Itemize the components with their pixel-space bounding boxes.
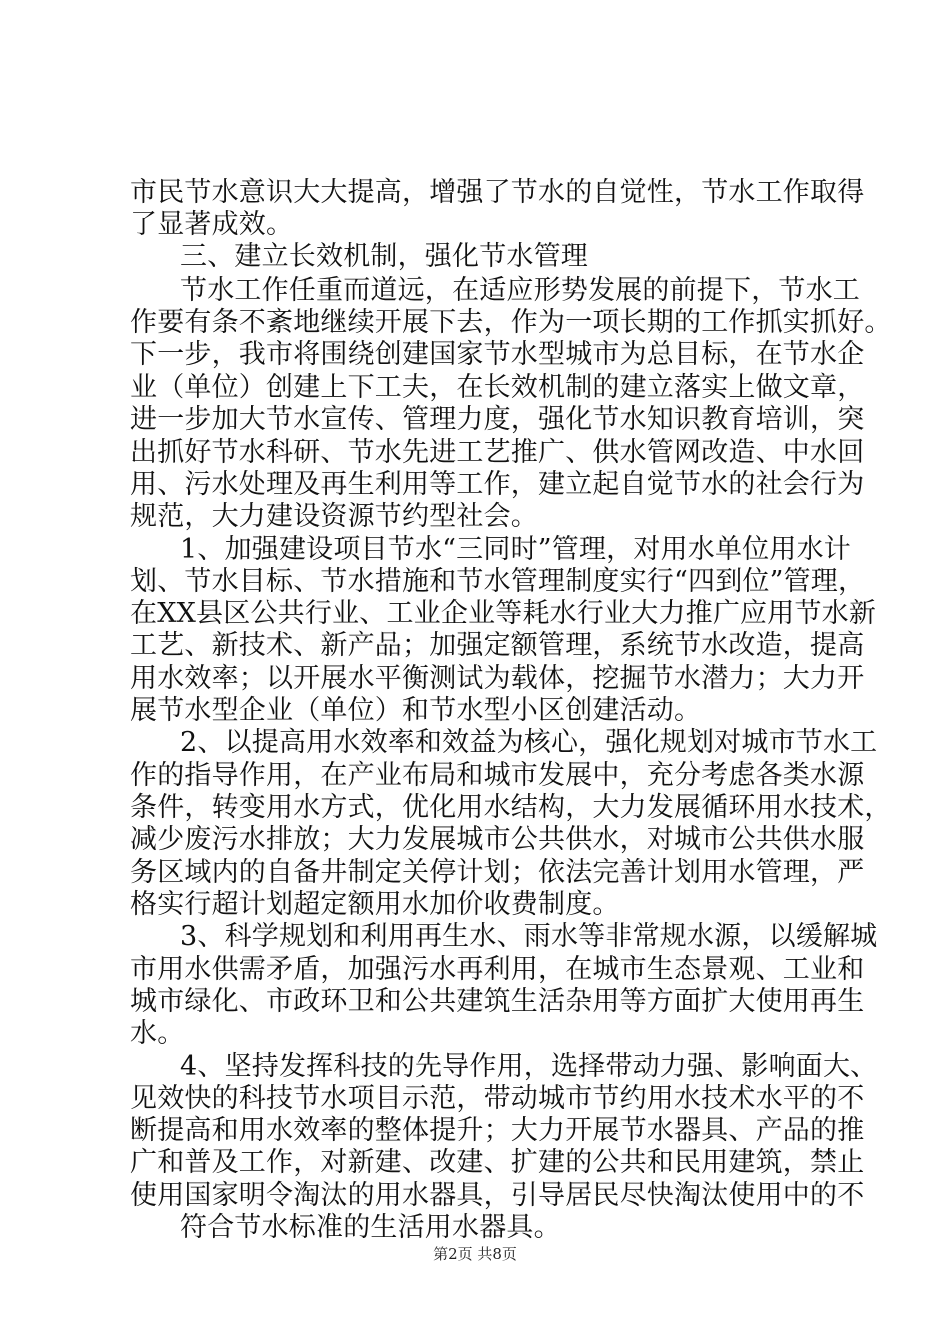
text-line: 规范，大力建设资源节约型社会。 — [130, 501, 538, 532]
text-line: 划、节水目标、节水措施和节水管理制度实行“四到位”管理， — [130, 566, 866, 597]
text-line: 1、加强建设项目节水“三同时”管理，对用水单位用水计 — [180, 534, 851, 565]
text-line: 见效快的科技节水项目示范，带动城市节约用水技术水平的不 — [130, 1083, 865, 1114]
text-line: 作的指导作用，在产业布局和城市发展中，充分考虑各类水源 — [130, 760, 865, 791]
text-line: 节水工作任重而道远，在适应形势发展的前提下，节水工 — [180, 275, 860, 306]
text-line: 出抓好节水科研、节水先进工艺推广、供水管网改造、中水回 — [130, 437, 865, 468]
section-heading: 三、建立长效机制，强化节水管理 — [180, 241, 588, 272]
page-number-footer: 第2页 共8页 — [433, 1245, 517, 1263]
text-line: 广和普及工作，对新建、改建、扩建的公共和民用建筑，禁止 — [130, 1147, 865, 1178]
text-line: 工艺、新技术、新产品；加强定额管理，系统节水改造，提高 — [130, 630, 865, 661]
text-line: 减少废污水排放；大力发展城市公共供水，对城市公共供水服 — [130, 824, 865, 855]
text-line: 2、以提高用水效率和效益为核心，强化规划对城市节水工 — [180, 727, 878, 758]
text-line: 用水效率；以开展水平衡测试为载体，挖掘节水潜力；大力开 — [130, 663, 865, 694]
text-line: 水。 — [130, 1018, 185, 1049]
text-line: 下一步，我市将围绕创建国家节水型城市为总目标，在节水企 — [130, 339, 865, 370]
text-line: 符合节水标准的生活用水器具。 — [180, 1212, 561, 1243]
text-line: 市用水供需矛盾，加强污水再利用，在城市生态景观、工业和 — [130, 954, 865, 985]
text-line: 城市绿化、市政环卫和公共建筑生活杂用等方面扩大使用再生 — [130, 986, 865, 1017]
text-line: 格实行超计划超定额用水加价收费制度。 — [130, 889, 620, 920]
text-line: 业（单位）创建上下工夫，在长效机制的建立落实上做文章， — [130, 372, 865, 403]
text-line: 了显著成效。 — [130, 209, 294, 240]
text-line: 作要有条不紊地继续开展下去，作为一项长期的工作抓实抓好。 — [130, 307, 892, 338]
text-line: 进一步加大节水宣传、管理力度，强化节水知识教育培训，突 — [130, 404, 865, 435]
text-line: 展节水型企业（单位）和节水型小区创建活动。 — [130, 695, 702, 726]
text-line: 3、科学规划和利用再生水、雨水等非常规水源，以缓解城 — [180, 921, 878, 952]
text-line: 断提高和用水效率的整体提升；大力开展节水器具、产品的推 — [130, 1115, 865, 1146]
text-line: 使用国家明令淘汰的用水器具，引导居民尽快淘汰使用中的不 — [130, 1180, 865, 1211]
text-line: 条件，转变用水方式，优化用水结构，大力发展循环用水技术， — [130, 792, 892, 823]
text-line: 4、坚持发挥科技的先导作用，选择带动力强、影响面大、 — [180, 1051, 878, 1082]
text-line: 务区域内的自备井制定关停计划；依法完善计划用水管理，严 — [130, 857, 865, 888]
text-line: 市民节水意识大大提高，增强了节水的自觉性，节水工作取得 — [130, 177, 865, 208]
text-line: 用、污水处理及再生利用等工作，建立起自觉节水的社会行为 — [130, 469, 865, 500]
text-line: 在XX县区公共行业、工业企业等耗水行业大力推广应用节水新 — [130, 598, 877, 629]
